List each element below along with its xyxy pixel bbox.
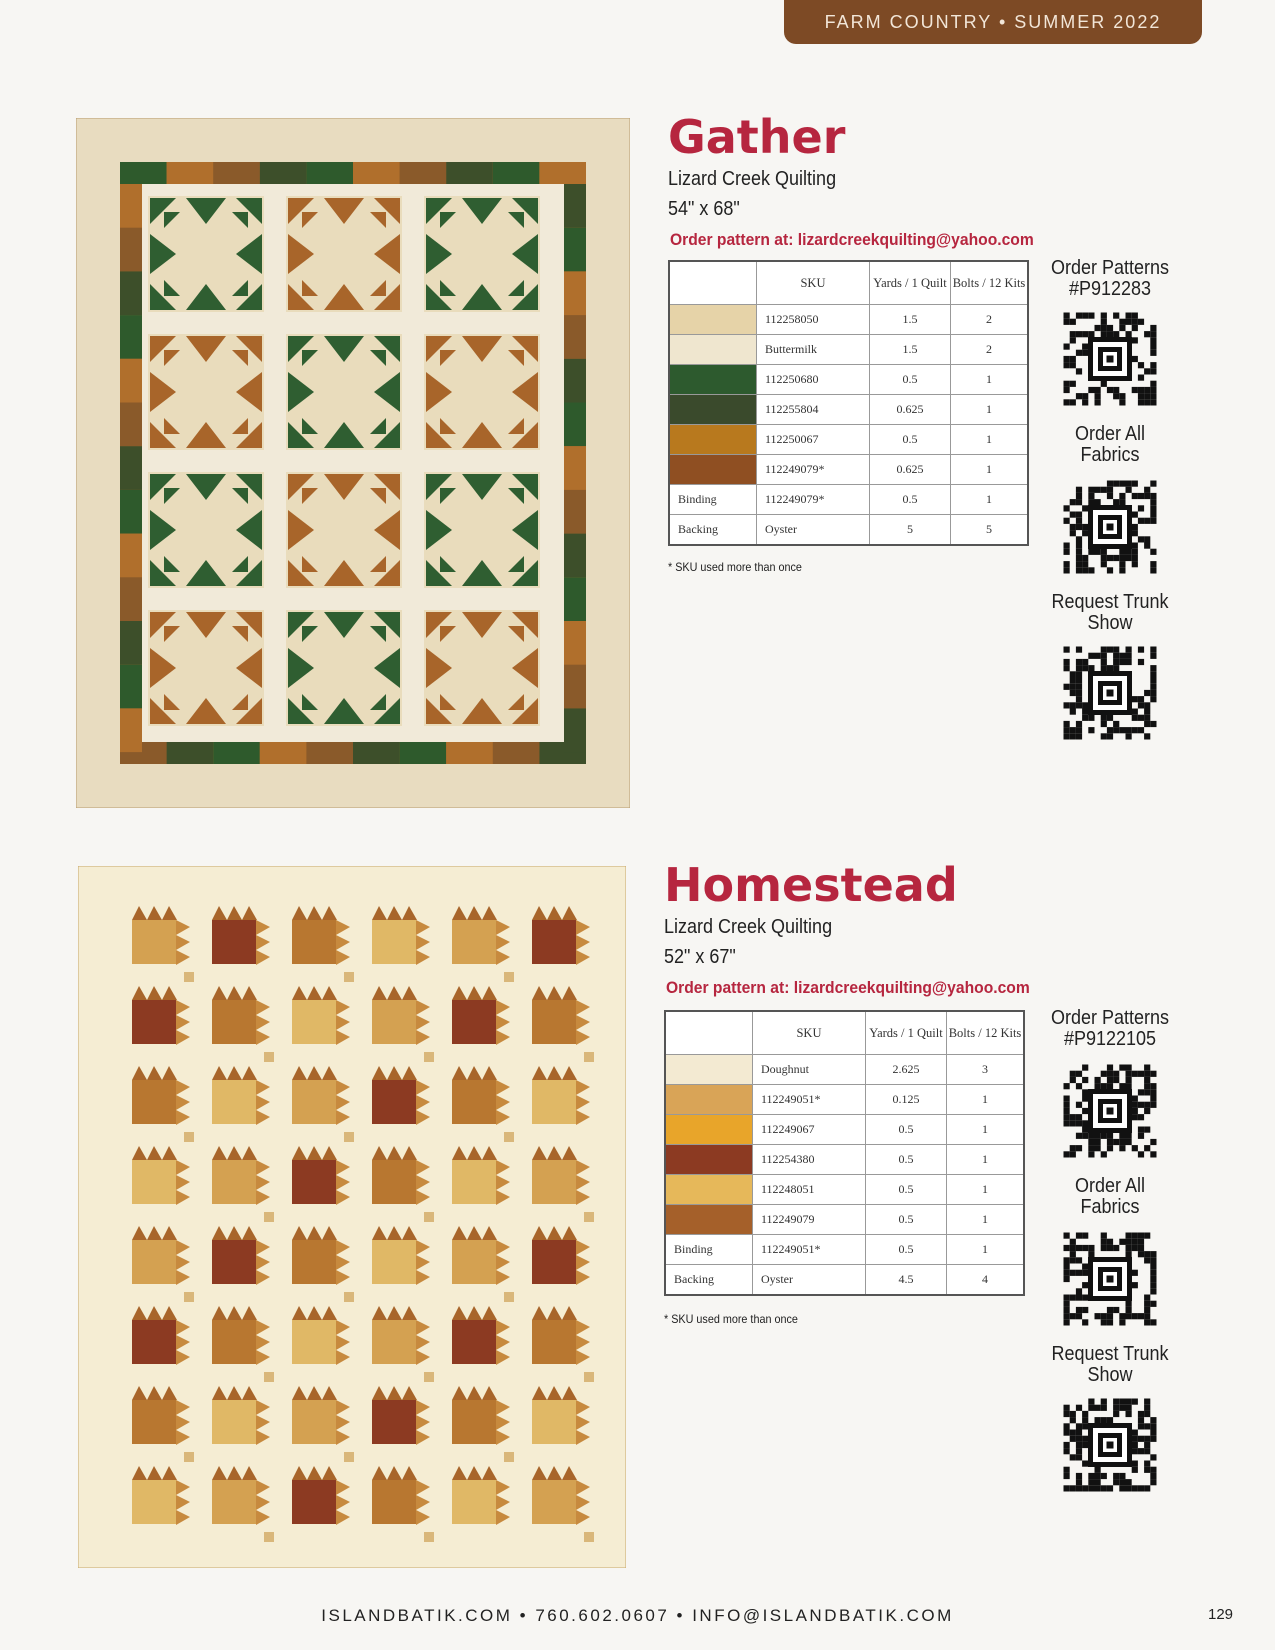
row-label: Binding: [665, 1235, 753, 1265]
table-row: [665, 1265, 1024, 1296]
cell-yards: 4.5: [866, 1265, 947, 1296]
cell-sku: 112249051*: [753, 1235, 866, 1265]
cell-yards: 5: [870, 515, 951, 546]
cell-sku: 112254380: [753, 1145, 866, 1175]
row-label: Backing: [665, 1265, 753, 1296]
table-header-row: [665, 1011, 1024, 1055]
fabric-swatch: [669, 335, 757, 365]
cell-sku: 112248051: [753, 1175, 866, 1205]
column-header: Bolts / 12 Kits: [951, 261, 1029, 305]
fabric-swatch: [669, 395, 757, 425]
sku-footnote: * SKU used more than once: [664, 1312, 798, 1326]
cell-bolts: 3: [947, 1055, 1025, 1085]
footer-contact: ISLANDBATIK.COM • 760.602.0607 • INFO@ISLANDBATIK.COM: [321, 1606, 954, 1625]
pattern-size: 52" x 67": [664, 946, 736, 968]
pattern-size: 54" x 68": [668, 198, 740, 220]
cell-sku: 112255804: [757, 395, 870, 425]
cell-yards: 0.5: [870, 365, 951, 395]
column-header: Bolts / 12 Kits: [947, 1011, 1025, 1055]
qr-label-order-fabrics: Order All Fabrics: [1074, 423, 1146, 466]
pattern-designer: Lizard Creek Quilting: [668, 168, 837, 190]
fabric-swatch: [669, 455, 757, 485]
table-header-row: [669, 261, 1028, 305]
table-row: [665, 1145, 1024, 1175]
cell-bolts: 1: [951, 425, 1029, 455]
column-header: Yards / 1 Quilt: [870, 261, 951, 305]
column-header: SKU: [757, 261, 870, 305]
cell-bolts: 1: [947, 1175, 1025, 1205]
table-row: [669, 365, 1028, 395]
cell-yards: 1.5: [870, 335, 951, 365]
fabric-requirements-table: [664, 1010, 1025, 1296]
swatch-header: [665, 1011, 753, 1055]
cell-sku: 112258050: [757, 305, 870, 335]
qr-code-icon[interactable]: [1063, 1064, 1157, 1158]
order-pattern-email[interactable]: Order pattern at: lizardcreekquilting@yahoo.com: [670, 230, 1034, 249]
cell-sku: 112250067: [757, 425, 870, 455]
cell-sku: 112249079: [753, 1205, 866, 1235]
cell-sku: Oyster: [753, 1265, 866, 1296]
pattern-title: Gather: [668, 110, 846, 164]
qr-label-order-patterns: Order Patterns #P9122105: [1050, 1007, 1170, 1050]
fabric-swatch: [669, 305, 757, 335]
cell-sku: 112249051*: [753, 1085, 866, 1115]
table-row: [669, 425, 1028, 455]
cell-bolts: 1: [951, 455, 1029, 485]
cell-sku: 112249079*: [757, 485, 870, 515]
qr-label-trunk-show: Request Trunk Show: [1051, 1343, 1169, 1386]
fabric-requirements-table: [668, 260, 1029, 546]
order-pattern-email[interactable]: Order pattern at: lizardcreekquilting@yahoo.com: [666, 978, 1030, 997]
fabric-swatch: [665, 1115, 753, 1145]
row-label: Backing: [669, 515, 757, 546]
table-row: [665, 1085, 1024, 1115]
homestead-quilt-image: [78, 866, 626, 1568]
table-row: [669, 515, 1028, 546]
page-number: 129: [1208, 1606, 1234, 1623]
fabric-swatch: [665, 1085, 753, 1115]
qr-code-icon[interactable]: [1063, 1398, 1157, 1492]
row-label: Binding: [669, 485, 757, 515]
table-row: [665, 1055, 1024, 1085]
cell-yards: 2.625: [866, 1055, 947, 1085]
swatch-header: [669, 261, 757, 305]
table-row: [669, 305, 1028, 335]
cell-bolts: 2: [951, 305, 1029, 335]
qr-code-icon[interactable]: [1063, 480, 1157, 574]
table-row: [665, 1115, 1024, 1145]
cell-sku: 112249079*: [757, 455, 870, 485]
cell-bolts: 1: [947, 1115, 1025, 1145]
qr-label-trunk-show: Request Trunk Show: [1051, 591, 1169, 634]
cell-bolts: 1: [947, 1085, 1025, 1115]
cell-bolts: 1: [951, 365, 1029, 395]
cell-yards: 0.5: [866, 1115, 947, 1145]
cell-sku: 112250680: [757, 365, 870, 395]
cell-yards: 0.5: [866, 1235, 947, 1265]
cell-yards: 0.5: [870, 425, 951, 455]
cell-sku: 112249067: [753, 1115, 866, 1145]
fabric-swatch: [669, 365, 757, 395]
qr-label-order-fabrics: Order All Fabrics: [1074, 1175, 1146, 1218]
cell-bolts: 4: [947, 1265, 1025, 1296]
qr-code-icon[interactable]: [1063, 1232, 1157, 1326]
fabric-swatch: [665, 1205, 753, 1235]
cell-bolts: 1: [947, 1205, 1025, 1235]
cell-bolts: 1: [951, 395, 1029, 425]
fabric-swatch: [665, 1145, 753, 1175]
cell-sku: Oyster: [757, 515, 870, 546]
cell-sku: Doughnut: [753, 1055, 866, 1085]
cell-yards: 0.5: [866, 1145, 947, 1175]
cell-yards: 1.5: [870, 305, 951, 335]
issue-header: FARM COUNTRY • SUMMER 2022: [784, 0, 1202, 44]
table-row: [665, 1205, 1024, 1235]
fabric-swatch: [665, 1055, 753, 1085]
table-row: [669, 395, 1028, 425]
table-row: [669, 335, 1028, 365]
cell-bolts: 1: [951, 485, 1029, 515]
cell-yards: 0.125: [866, 1085, 947, 1115]
cell-yards: 0.5: [866, 1205, 947, 1235]
table-row: [665, 1235, 1024, 1265]
qr-code-icon[interactable]: [1063, 646, 1157, 740]
gather-quilt-image: [76, 118, 630, 808]
cell-yards: 0.625: [870, 455, 951, 485]
fabric-swatch: [665, 1175, 753, 1205]
fabric-swatch: [669, 425, 757, 455]
table-row: [669, 455, 1028, 485]
sku-footnote: * SKU used more than once: [668, 560, 802, 574]
table-row: [665, 1175, 1024, 1205]
cell-bolts: 1: [947, 1235, 1025, 1265]
column-header: SKU: [753, 1011, 866, 1055]
pattern-title: Homestead: [664, 858, 958, 912]
cell-yards: 0.5: [870, 485, 951, 515]
pattern-designer: Lizard Creek Quilting: [664, 916, 833, 938]
cell-yards: 0.625: [870, 395, 951, 425]
qr-label-order-patterns: Order Patterns #P912283: [1050, 257, 1170, 300]
cell-bolts: 2: [951, 335, 1029, 365]
qr-code-icon[interactable]: [1063, 312, 1157, 406]
cell-sku: Buttermilk: [757, 335, 870, 365]
column-header: Yards / 1 Quilt: [866, 1011, 947, 1055]
table-row: [669, 485, 1028, 515]
cell-yards: 0.5: [866, 1175, 947, 1205]
cell-bolts: 1: [947, 1145, 1025, 1175]
cell-bolts: 5: [951, 515, 1029, 546]
